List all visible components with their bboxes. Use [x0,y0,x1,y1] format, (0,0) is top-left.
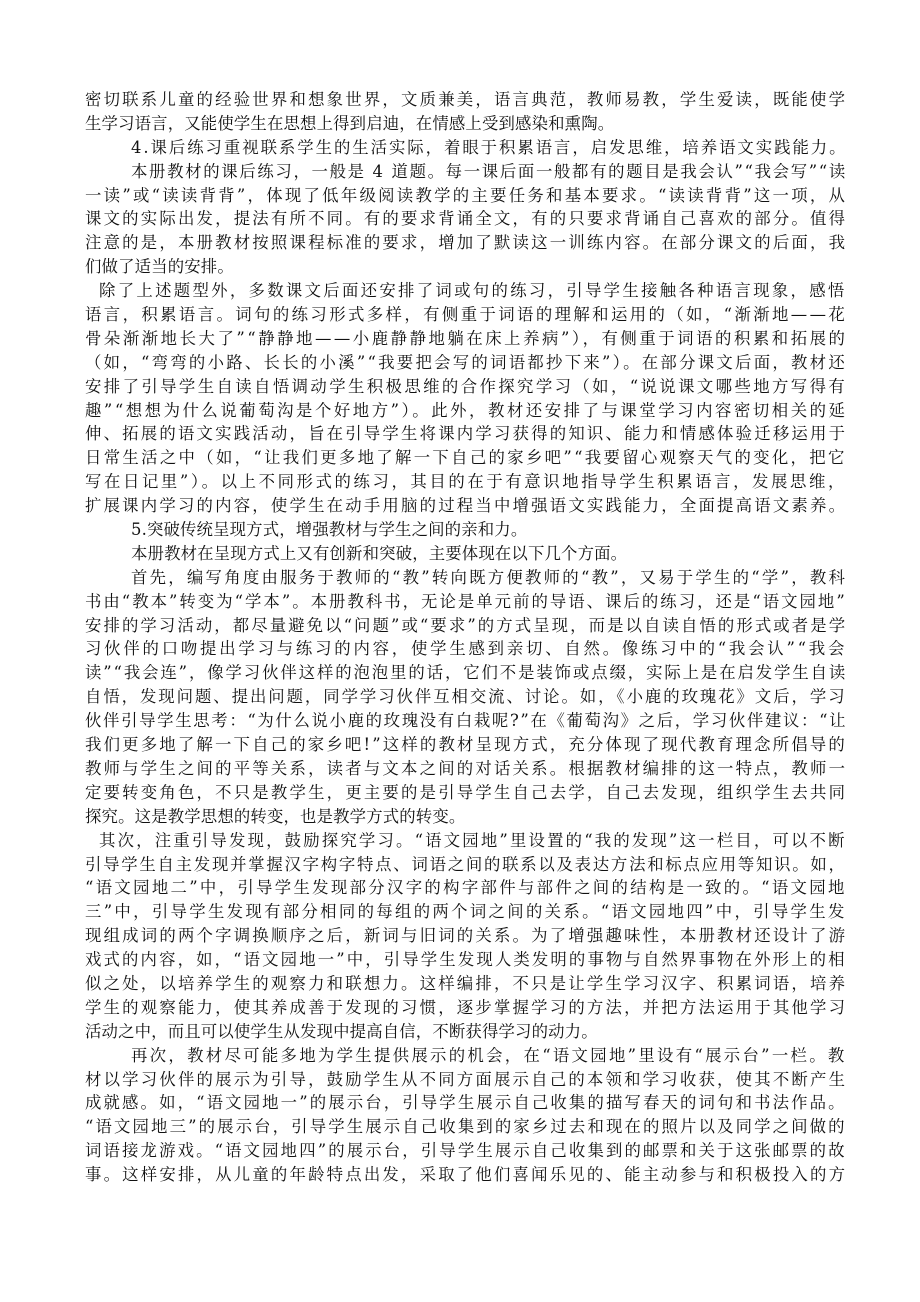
text-line: 日常生活之中（如，“让我们更多地了解一下自己的家乡吧”“我要留心观察天气的变化，把它 [85,448,847,468]
text-line: （如，“弯弯的小路、长长的小溪”“我要把会写的词语都抄下来”）。在部分课文后面，教材还 [85,352,847,372]
text-line: 三”中，引导学生发现有部分相同的每组的两个词之间的关系。“语文园地四”中，引导学生发 [85,902,847,922]
text-line: 习伙伴的口吻提出学习与练习的内容，使学生感到亲切、自然。像练习中的“我会认”“我会 [85,639,847,659]
text-line: “语文园地三”的展示台，引导学生展示自己收集到的家乡过去和现在的照片以及同学之间做的 [85,1117,847,1137]
text-line: 活动之中，而且可以使学生从发现中提高自信，不断获得学习的动力。 [85,1021,598,1041]
text-line: 课文的实际出发，提法有所不同。有的要求背诵全文，有的只要求背诵自己喜欢的部分。值得 [85,209,847,229]
text-line: 学生的观察能力，使其养成善于发现的习惯，逐步掌握学习的方法，并把方法运用于其他学习 [85,997,847,1017]
text-line: 安排了引导学生自读自悟调动学生积极思维的合作探究学习（如，“说说课文哪些地方写得有 [85,376,847,396]
text-line: 4.课后练习重视联系学生的生活实际，着眼于积累语言，启发思维，培养语文实践能力。 [131,137,847,157]
text-line: 写在日记里”）。以上不同形式的练习，其目的在于有意识地指导学生积累语言，发展思维， [85,472,847,492]
text-line: 教师与学生之间的平等关系，读者与文本之间的对话关系。根据教材编排的这一特点，教师一 [85,758,847,778]
text-line: 本册教材在呈现方式上又有创新和突破，主要体现在以下几个方面。 [131,543,628,563]
text-line: 们做了适当的安排。 [85,257,234,277]
text-line: 再次，教材尽可能多地为学生提供展示的机会，在“语文园地”里设有“展示台”一栏。教 [131,1045,847,1065]
text-line: 戏式的内容，如，“语文园地一”中，引导学生发现人类发明的事物与自然界事物在外形上的相 [85,950,847,970]
text-line: 词语接龙游戏。“语文园地四”的展示台，引导学生展示自己收集到的邮票和关于这张邮票的故 [85,1141,847,1161]
text-line: 伙伴引导学生思考：“为什么说小鹿的玫瑰没有白栽呢?”在《葡萄沟》之后，学习伙伴建议：“让 [85,711,847,731]
text-line: 引导学生自主发现并掌握汉字构字特点、词语之间的联系以及表达方法和标点应用等知识。如， [85,854,847,874]
text-line: 伸、拓展的语文实践活动，旨在引导学生将课内学习获得的知识、能力和情感体验迁移运用于 [85,424,847,444]
text-line: 读”“我会连”，像学习伙伴这样的泡泡里的话，它们不是装饰或点缀，实际上是在启发学生自读 [85,663,847,683]
text-line: 探究。这是教学思想的转变，也是教学方式的转变。 [85,806,466,826]
text-line: 我们更多地了解一下自己的家乡吧!”这样的教材呈现方式，充分体现了现代教育理念所倡导的 [85,735,847,755]
text-line: 除了上述题型外，多数课文后面还安排了词或句的练习，引导学生接触各种语言现象，感悟 [99,281,847,301]
text-line: 安排的学习活动，都尽量避免以“问题”或“要求”的方式呈现，而是以自读自悟的形式或者是学 [85,615,847,635]
text-line: 骨朵渐渐地长大了”“静静地——小鹿静静地躺在床上养病”），有侧重于词语的积累和拓展的 [85,328,847,348]
text-line: 生学习语言，又能使学生在思想上得到启迪，在情感上受到感染和熏陶。 [85,113,615,133]
text-line: 首先，编写角度由服务于教师的“教”转向既方便教师的“教”，又易于学生的“学”，教科 [131,567,847,587]
text-line: 一读”或“读读背背”，体现了低年级阅读教学的主要任务和基本要求。“读读背背”这一项，从 [85,185,847,205]
text-line: 事。这样安排，从儿童的年龄特点出发，采取了他们喜闻乐见的、能主动参与和积极投入的方 [85,1165,847,1185]
text-line: 语言，积累语言。词句的练习形式多样，有侧重于词语的理解和运用的（如，“渐渐地——花 [85,305,847,325]
text-line: 成就感。如，“语文园地一”的展示台，引导学生展示自己收集的描写春天的词句和书法作品。 [85,1093,847,1113]
document-body [85,88,847,1187]
text-line: 本册教材的课后练习，一般是 4 道题。每一课后面一般都有的题目是我会认”“我会写”“读 [131,161,847,181]
text-line: 书由“教本”转变为“学本”。本册教科书，无论是单元前的导语、课后的练习，还是“语文园地” [85,591,847,611]
text-line: 材以学习伙伴的展示为引导，鼓励学生从不同方面展示自己的本领和学习收获，使其不断产生 [85,1069,847,1089]
text-line: 自悟，发现问题、提出问题，同学学习伙伴互相交流、讨论。如，《小鹿的玫瑰花》文后，学习 [85,687,847,707]
text-line: 似之处，以培养学生的观察力和联想力。这样编排，不只是让学生学习汉字、积累词语，培养 [85,973,847,993]
text-line: 其次，注重引导发现，鼓励探究学习。“语文园地”里设置的“我的发现”这一栏目，可以不断 [99,830,847,850]
text-line: 5.突破传统呈现方式，增强教材与学生之间的亲和力。 [131,520,528,540]
text-line: 趣”“想想为什么说葡萄沟是个好地方”）。此外，教材还安排了与课堂学习内容密切相关的延 [85,400,847,420]
text-line: 现组成词的两个字调换顺序之后，新词与旧词的关系。为了增强趣味性，本册教材还设计了游 [85,926,847,946]
text-line: 扩展课内学习的内容，使学生在动手用脑的过程当中增强语文实践能力，全面提高语文素养。 [85,496,847,516]
text-line: “语文园地二”中，引导学生发现部分汉字的构字部件与部件之间的结构是一致的。“语文园地 [85,878,847,898]
text-line: 注意的是，本册教材按照课程标准的要求，增加了默读这一训练内容。在部分课文的后面，我 [85,233,847,253]
text-line: 密切联系儿童的经验世界和想象世界，文质兼美，语言典范，教师易教，学生爱读，既能使学 [85,90,847,109]
text-line: 定要转变角色，不只是教学生，更主要的是引导学生自己去学，自己去发现，组织学生去共同 [85,782,847,802]
